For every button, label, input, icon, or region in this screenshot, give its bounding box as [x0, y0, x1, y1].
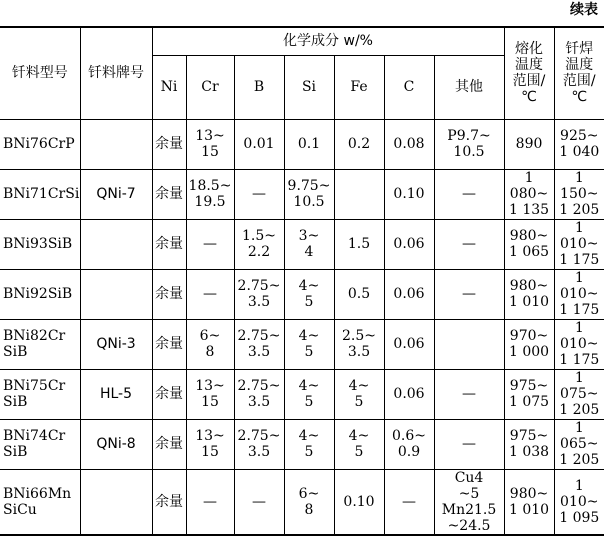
table-row [0, 369, 604, 419]
cell-brand [80, 219, 152, 269]
cell-b: 2.75~ 3.5 [234, 369, 284, 419]
header-melting-range: 熔化 温度 范围/ ℃ [504, 27, 554, 119]
cell-c: 0.06 [384, 319, 434, 369]
cell-c: 0.06 [384, 219, 434, 269]
cell-cr: 18.5~ 19.5 [186, 169, 234, 219]
cell-ni: 余量 [152, 419, 186, 469]
cell-b: 2.75~ 3.5 [234, 269, 284, 319]
cell-fe: 4~ 5 [334, 419, 384, 469]
cell-brand [80, 469, 152, 535]
cell-ni: 余量 [152, 369, 186, 419]
cell-ni: 余量 [152, 119, 186, 169]
cell-cr: — [186, 219, 234, 269]
table-row [0, 169, 604, 219]
cell-si: 6~ 8 [284, 469, 334, 535]
cell-model: BNi92SiB [0, 269, 80, 319]
cell-cr: 6~ 8 [186, 319, 234, 369]
cell-si: 0.1 [284, 119, 334, 169]
header-element-ni: Ni [152, 55, 186, 119]
brazing-filler-metal-table [0, 26, 604, 536]
cell-model: BNi93SiB [0, 219, 80, 269]
cell-c: 0.08 [384, 119, 434, 169]
cell-model: BNi66Mn SiCu [0, 469, 80, 535]
cell-brazing-range: 1 065~ 1 205 [554, 419, 604, 469]
cell-model: BNi75Cr SiB [0, 369, 80, 419]
cell-si: 9.75~ 10.5 [284, 169, 334, 219]
cell-other: — [434, 369, 504, 419]
cell-brazing-range: 1 010~ 1 095 [554, 469, 604, 535]
cell-cr: 13~ 15 [186, 369, 234, 419]
cell-other: — [434, 169, 504, 219]
cell-fe: 2.5~ 3.5 [334, 319, 384, 369]
cell-b: 1.5~ 2.2 [234, 219, 284, 269]
header-brazing-range: 钎焊 温度 范围/ ℃ [554, 27, 604, 119]
cell-brand: QNi-8 [80, 419, 152, 469]
cell-si: 4~ 5 [284, 369, 334, 419]
cell-fe: 1.5 [334, 219, 384, 269]
cell-b: 0.01 [234, 119, 284, 169]
cell-c: 0.6~ 0.9 [384, 419, 434, 469]
cell-ni: 余量 [152, 219, 186, 269]
cell-melting-range: 1 080~ 1 135 [504, 169, 554, 219]
table-row [0, 269, 604, 319]
cell-fe: 4~ 5 [334, 369, 384, 419]
cell-model: BNi71CrSi [0, 169, 80, 219]
table-row [0, 119, 604, 169]
cell-fe: 0.10 [334, 469, 384, 535]
header-element-c: C [384, 55, 434, 119]
header-filler-model: 钎料型号 [0, 27, 80, 119]
cell-brand: HL-5 [80, 369, 152, 419]
cell-si: 4~ 5 [284, 319, 334, 369]
cell-b: — [234, 469, 284, 535]
cell-melting-range: 890 [504, 119, 554, 169]
cell-other: P9.7~ 10.5 [434, 119, 504, 169]
cell-ni: 余量 [152, 169, 186, 219]
cell-melting-range: 980~ 1 010 [504, 469, 554, 535]
cell-c: 0.10 [384, 169, 434, 219]
cell-melting-range: 980~ 1 010 [504, 269, 554, 319]
header-element-si: Si [284, 55, 334, 119]
cell-cr: 13~ 15 [186, 419, 234, 469]
cell-brand [80, 269, 152, 319]
cell-b: 2.75~ 3.5 [234, 319, 284, 369]
cell-ni: 余量 [152, 269, 186, 319]
cell-si: 4~ 5 [284, 419, 334, 469]
table-row [0, 219, 604, 269]
cell-brazing-range: 1 075~ 1 205 [554, 369, 604, 419]
cell-c: 0.06 [384, 269, 434, 319]
cell-cr: 13~ 15 [186, 119, 234, 169]
cell-brazing-range: 925~ 1 040 [554, 119, 604, 169]
cell-other: Cu4 ~5 Mn21.5 ~24.5 [434, 469, 504, 535]
cell-si: 3~ 4 [284, 219, 334, 269]
cell-b: 2.75~ 3.5 [234, 419, 284, 469]
cell-other: — [434, 269, 504, 319]
cell-cr: — [186, 469, 234, 535]
cell-cr: — [186, 269, 234, 319]
header-chemical-composition: 化学成分 w/% [152, 27, 504, 55]
header-filler-brand: 钎料牌号 [80, 27, 152, 119]
cell-other [434, 319, 504, 369]
cell-ni: 余量 [152, 469, 186, 535]
continued-label: 续表 [570, 2, 598, 18]
cell-c: — [384, 469, 434, 535]
cell-si: 4~ 5 [284, 269, 334, 319]
cell-brand: QNi-7 [80, 169, 152, 219]
cell-brand [80, 119, 152, 169]
cell-brazing-range: 1 010~ 1 175 [554, 319, 604, 369]
cell-melting-range: 975~ 1 075 [504, 369, 554, 419]
table-row [0, 469, 604, 535]
cell-c: 0.06 [384, 369, 434, 419]
cell-model: BNi76CrP [0, 119, 80, 169]
table-row [0, 319, 604, 369]
header-element-b: B [234, 55, 284, 119]
cell-other: — [434, 419, 504, 469]
cell-melting-range: 980~ 1 065 [504, 219, 554, 269]
cell-melting-range: 975~ 1 038 [504, 419, 554, 469]
cell-brazing-range: 1 010~ 1 175 [554, 269, 604, 319]
cell-fe [334, 169, 384, 219]
header-element-fe: Fe [334, 55, 384, 119]
cell-model: BNi74Cr SiB [0, 419, 80, 469]
cell-brazing-range: 1 150~ 1 205 [554, 169, 604, 219]
cell-other: — [434, 219, 504, 269]
table-row [0, 419, 604, 469]
header-element-other: 其他 [434, 55, 504, 119]
cell-melting-range: 970~ 1 000 [504, 319, 554, 369]
cell-ni: 余量 [152, 319, 186, 369]
cell-brazing-range: 1 010~ 1 175 [554, 219, 604, 269]
cell-b: — [234, 169, 284, 219]
cell-brand: QNi-3 [80, 319, 152, 369]
cell-fe: 0.2 [334, 119, 384, 169]
header-element-cr: Cr [186, 55, 234, 119]
cell-model: BNi82Cr SiB [0, 319, 80, 369]
cell-fe: 0.5 [334, 269, 384, 319]
